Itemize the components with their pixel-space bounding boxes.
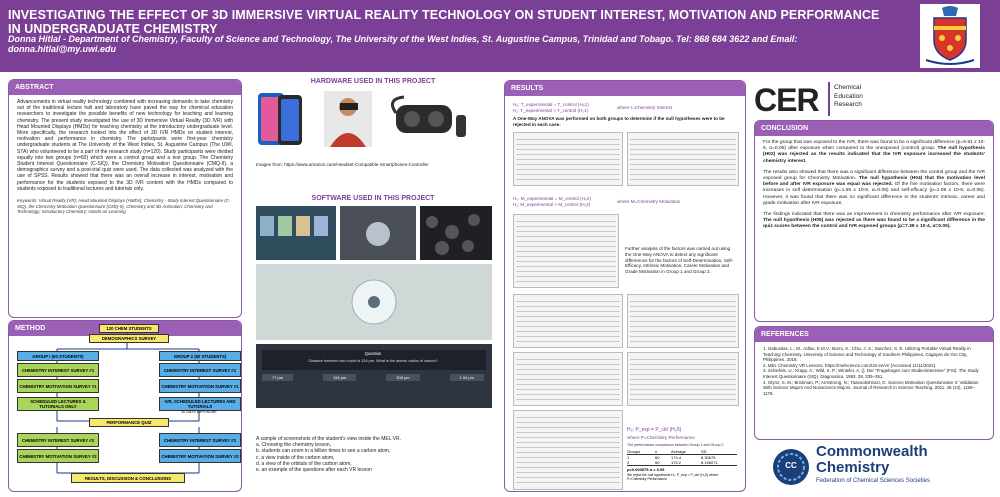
table-rule	[516, 359, 620, 360]
flow-exposure: 30 DAYS EXPOSURE	[181, 410, 217, 414]
table-rule	[630, 389, 736, 390]
references-panel	[754, 326, 994, 440]
hypothesis-1-note: where I=Chemistry Interest	[617, 105, 673, 110]
software-caption	[256, 436, 496, 473]
table-rule	[516, 159, 620, 160]
flow-interest1: CHEMISTRY INTEREST SURVEY #1	[17, 363, 99, 377]
perf-cell: 60	[655, 455, 660, 460]
factor-table-3	[513, 352, 623, 406]
method-heading: METHOD	[9, 321, 241, 336]
poster-title: INVESTIGATING THE EFFECT OF 3D IMMERSIVE VIRTUAL REALITY TECHNOLOGY ON STUDENT INTEREST, MOTIVATION AND PERFORMANCE IN UNDERGRADUATE CHEMISTRY	[8, 8, 880, 36]
hypothesis-1b: H₁: T_experimental > T_control (H₁1)	[513, 108, 589, 113]
flow-interest1b: CHEMISTRY INTEREST SURVEY #1	[159, 363, 241, 377]
perf-p-value: p=0.000579 α = 0.05	[627, 467, 665, 472]
affiliation: - Department of Chemistry, Faculty of Science and Technology, The University of the West Indies, St. Augustine Campus, Trinidad and Tobago. Tel: 868 684 3622 and Email: donna.hitlal@my.uwi.edu	[8, 34, 798, 54]
table-rule	[630, 306, 736, 307]
table-rule	[516, 422, 620, 423]
commonwealth-line2: Chemistry	[816, 459, 890, 476]
abstract-heading: ABSTRACT	[9, 80, 241, 95]
table-rule	[516, 326, 620, 327]
reference-item: 3. Schiefele, U.; Krapp, A.; Wild, K. P.; Winteler, A. (). Der "Fragebogen zum Studieninteresse" (FSI). The Study Interest Questionnaire (SIQ). Diagnostica. 1993. 39, 335–351.	[763, 368, 979, 379]
flow-ivr: IVR, SCHEDULED LECTURES AND TUTORIALS	[159, 397, 241, 411]
conclusion-bold: The null hypothesis (H02) was rejected as the results indicated that the IVR exposure increased the students' chemistry interest.	[763, 146, 986, 164]
vr-headset-icon	[392, 97, 466, 137]
interest-table-group1	[513, 132, 623, 186]
anova-note: A One-Way ANOVA was performed on both groups to determine if the null hypotheses were to be rejected in each case.	[513, 116, 725, 127]
perf-cell: 1	[627, 455, 630, 460]
conclusion-plain: For the group that was exposed to the IVR, there was found to be a significant difference (p=9.91 x 10-6, α=0.05) after exposure when compared to the unexposed (control) group.	[763, 140, 985, 152]
perf-header: n	[655, 449, 658, 454]
table-rule	[630, 326, 736, 327]
question-text: Distance between two nuclei is 154 pm. What is the atomic radius of carbon?	[308, 359, 438, 363]
vr-user-photo-icon	[324, 91, 372, 147]
factor-table-5	[513, 410, 623, 490]
table-rule	[516, 149, 620, 150]
hypothesis-2b: H₁: M_experimental > M_control (H₁2)	[513, 202, 591, 207]
table-rule	[630, 144, 736, 145]
table-rule	[630, 399, 736, 400]
interest-table-group2	[627, 132, 739, 186]
table-rule	[516, 221, 616, 222]
flow-quiz: PERFORMANCE QUIZ	[89, 418, 169, 427]
conclusion-panel	[754, 120, 994, 322]
table-row	[627, 460, 737, 466]
table-rule	[630, 316, 736, 317]
caption-item: b. students can zoom in a billion times to see a carbon atom,	[256, 448, 391, 455]
table-rule	[516, 457, 620, 458]
table-rule	[630, 149, 736, 150]
hardware-software-column	[248, 78, 498, 494]
conclusion-bold: The null hypothesis (H04) that the motivation level before and after IVR exposure was equal was rejected.	[763, 176, 985, 188]
table-rule	[516, 369, 620, 370]
author-line	[8, 34, 898, 54]
table-rule	[630, 379, 736, 380]
perf-header: SD	[701, 449, 707, 454]
caption-item: a. Choosing the chemistry lesson,	[256, 442, 332, 449]
caption-item: c. a view inside of the carbon atom,	[256, 454, 335, 461]
conclusion-paragraph	[763, 212, 985, 231]
cer-letters: CER	[754, 82, 819, 118]
reference-item: 4. Glynn, S. M.; Brickman, P.; Armstrong, N.; Taasoobshirazi, G. Science Motivation Questionnaire II: Validation With Science Majors And Nonscience Majors. Journal of Research in Science Teaching. 2011. 48 (10), 1159–1176.	[763, 379, 979, 396]
cer-logo	[754, 82, 874, 122]
table-rule	[516, 236, 616, 237]
perf-reject: We reject the null hypothesis H₀: P_exp = P_ctrl (H₀5) where P=Chemistry Performance	[627, 473, 719, 481]
table-rule	[516, 231, 616, 232]
table-rule	[516, 482, 620, 483]
perf-cell: 8.156071	[701, 460, 718, 465]
table-rule	[516, 472, 620, 473]
table-rule	[516, 452, 620, 453]
references-heading: REFERENCES	[755, 327, 993, 342]
flow-group2: GROUP 2 (60 STUDENTS)	[159, 351, 241, 361]
table-rule	[516, 462, 620, 463]
commonwealth-line3: Federation of Chemical Sciences Societies	[816, 478, 931, 484]
table-rule	[516, 477, 620, 478]
table-rule	[516, 447, 620, 448]
author-name: Donna Hitlal	[8, 34, 61, 44]
perf-cell: 2	[627, 460, 630, 465]
perf-cell: 60	[655, 460, 660, 465]
cer-text	[834, 84, 863, 110]
motivation-table	[513, 214, 619, 288]
table-rule	[516, 394, 620, 395]
hypothesis-1a: H₀: T_experimental = T_control (H₀1)	[513, 102, 589, 107]
table-rule	[630, 164, 736, 165]
table-rule	[516, 389, 620, 390]
table-rule	[630, 311, 736, 312]
flow-students: 120 CHEM STUDENTS	[99, 324, 159, 333]
table-rule	[516, 321, 620, 322]
table-rule	[516, 417, 620, 418]
table-rule	[630, 336, 736, 337]
table-rule	[516, 301, 620, 302]
hardware-source: Images from: https://www.amazon.com/Headset-Compatible-Smartphones-Controller	[256, 162, 429, 167]
table-rule	[516, 437, 620, 438]
table-rule	[630, 321, 736, 322]
hypothesis-2a: H₀: M_experimental = M_control (H₀2)	[513, 196, 591, 201]
keywords: Keywords: Virtual Reality (VR); Head Mounted Displays (HMDs); Chemistry - Study Interest Questionnaire (C-SIQ), the Chemistry Motivation Questionnaire (CMQ-II), Chemistry and 3D Animation; Chemistry and Technology; Introductory Chemistry; Hands-on Learning	[17, 198, 231, 215]
abstract-panel	[8, 79, 242, 318]
conclusion-plain: Of the five motivation factors, there were increases in self determination (p=1.55 x 10-6, α=0.05) and self-efficacy (p=1.08 x 10-6, α=0.05). However, it was found that there was no significant difference in the students' intrinsic, career and grade motivation after IVR exposure.	[763, 182, 985, 206]
table-rule	[516, 251, 616, 252]
caption-item: e. an example of the questions after each VR lesson	[256, 467, 372, 474]
table-rule	[630, 359, 736, 360]
smartphone-icon	[258, 93, 302, 145]
commonwealth-badge-text: CC	[785, 461, 797, 470]
perf-header: Groups	[627, 449, 641, 454]
table-rule	[516, 164, 620, 165]
conclusion-paragraph	[763, 140, 985, 165]
table-rule	[516, 154, 620, 155]
hardware-images	[256, 89, 488, 149]
factor-table-1	[513, 294, 623, 348]
table-rule	[516, 226, 616, 227]
commonwealth-line1: Commonwealth	[816, 443, 928, 460]
flow-interest2b: CHEMISTRY INTEREST SURVEY #2	[159, 433, 241, 447]
conclusion-heading: CONCLUSION	[755, 121, 993, 136]
hypothesis-2-note: where M=Chemistry Motivation	[617, 199, 681, 204]
table-rule	[516, 341, 620, 342]
table-rule	[516, 144, 620, 145]
cer-line: Research	[834, 101, 862, 108]
conclusion-plain: The results also showed that there was a significant difference between the control group and the IVR exposed group for Chemistry Motivation.	[763, 169, 985, 182]
table-rule	[516, 374, 620, 375]
table-rule	[630, 384, 736, 385]
factor-table-2	[627, 294, 739, 348]
table-rule	[516, 364, 620, 365]
conclusion-plain: The findings indicated that there was an improvement in chemistry performance after IVR exposure.	[763, 212, 985, 218]
reference-item: 1. Gabunilas, L.; M., Adlao, E.M.V.; Burro, K.; Chiu, J. S.; Sanchez, S. E. Utilizing Portable Virtual Reality in Teaching Chemistry. University of Science and Technology of Southern Philippines, Cagayan de Oro City, Philippines. 2018.	[763, 346, 971, 363]
table-rule	[516, 266, 616, 267]
software-heading: SOFTWARE USED IN THIS PROJECT	[311, 195, 435, 202]
cer-line: Education	[834, 92, 863, 100]
abstract-text: Advancements in virtual reality technology combined with increasing demands to take chemistry out of the traditional lecture hall and laboratory have paved the way for chemical education researchers to investigate the possible benefits of new technology for teaching and learning chemistry. The present study investigated the use of 3D Immersive Virtual Reality (3D IVR) with Head Mounted Displays (HMDs) for teaching chemistry at the introductory undergraduate level. More specifically, the research looked into the effect of 3D IVR HMDs on student interest, motivation and performance in chemistry. The participants were first-year chemistry undergraduate students at The University of the West Indies, St. Augustine Campus (The UWI, STA) who volunteered to be a part of the research study (n=120). Study participants were divided equally into two groups (n=60) which were a control group and a test group. The Chemistry Student Interest Questionnaire (C-SIQ), the Chemistry Motivation Questionnaire (CMQ-II), a demographics survey and a post-trial quiz were used. The data collected was analyzed with the use of SPSS. Results showed that there was an overall increase in interest, motivation and performance for the students exposed to the 3D IVR content with the HMDs compared to students exposed to traditional lectures and tutorials only.	[17, 99, 233, 192]
table-rule	[630, 364, 736, 365]
caption-item: d. a view of the orbitals of the carbon atom,	[256, 460, 352, 467]
flow-interest2: CHEMISTRY INTEREST SURVEY #2	[17, 433, 99, 447]
flow-demographics: DEMOGRAPHICS SURVEY	[89, 334, 169, 343]
flow-group1: GROUP I (60 STUDENTS)	[17, 351, 99, 361]
table-rule	[516, 442, 620, 443]
table-rule	[516, 432, 620, 433]
cer-line: Chemical	[834, 84, 862, 91]
table-rule	[516, 467, 620, 468]
answer-option: 308 pm	[386, 374, 419, 381]
perf-cell: 8.30675	[701, 455, 716, 460]
commonwealth-logo	[772, 442, 992, 494]
table-rule	[516, 179, 620, 180]
table-rule	[630, 154, 736, 155]
performance-table	[627, 449, 737, 481]
table-rule	[630, 159, 736, 160]
flow-motivation2b: CHEMISTRY MOTIVATION SURVEY #2	[159, 449, 241, 463]
hypothesis-3-note: where P=Chemistry Performance	[627, 435, 695, 440]
results-body	[505, 96, 745, 491]
table-rule	[516, 281, 616, 282]
answer-option: 77 pm	[262, 374, 293, 381]
poster-header	[0, 0, 1000, 72]
reference-item: 2. MEL Chemistry VR Lessons. https://melscience.com/US-en/vr/ (Accessed 11/11/2022).	[763, 362, 937, 368]
flow-lectures: SCHEDULED LECTURES & TUTORIALS ONLY	[17, 397, 99, 411]
caption-intro: A sample of screenshots of the student's view inside the MEL VR.	[256, 436, 402, 442]
results-heading: RESULTS	[505, 81, 745, 96]
table-rule	[516, 271, 616, 272]
performance-title: The performance comparison between Group 1 and Group 2	[627, 443, 724, 447]
table-rule	[516, 139, 620, 140]
table-rule	[516, 261, 616, 262]
table-rule	[630, 179, 736, 180]
further-analysis: Further analysis of the factors was carried out using the One-Way ANOVA to detect any significant differences for the factors of Self-Determination, Self-Efficacy, Intrinsic Motivation, Career Motivation and Grade Motivation in Group 1 and Group 2.	[625, 246, 734, 275]
university-crest-icon	[920, 4, 980, 68]
table-rule	[630, 139, 736, 140]
answer-options	[262, 374, 484, 381]
table-rule	[516, 276, 616, 277]
table-rule	[516, 384, 620, 385]
table-rule	[630, 174, 736, 175]
table-rule	[630, 341, 736, 342]
table-rule	[516, 427, 620, 428]
flow-results: RESULTS, DISCUSSION & CONCLUSIONS	[71, 473, 185, 483]
method-panel	[8, 320, 242, 492]
conclusion-paragraph	[763, 170, 985, 207]
conclusion-bold: The null hypothesis (H05) was rejected as there was found to be a significant difference in the quiz scores between the control and IVR exposed groups (p=7.39 x 10-4, α=0.05).	[763, 218, 985, 230]
table-rule	[630, 394, 736, 395]
table-rule	[516, 311, 620, 312]
table-rule	[630, 369, 736, 370]
table-rule	[630, 301, 736, 302]
table-rule	[516, 246, 616, 247]
flow-motivation1: CHEMISTRY MOTIVATION SURVEY #1	[17, 379, 99, 393]
perf-header: Average	[671, 449, 686, 454]
table-rule	[516, 256, 616, 257]
table-rule	[630, 331, 736, 332]
answer-option: 154 pm	[323, 374, 356, 381]
cer-divider	[828, 82, 830, 116]
flow-motivation1b: CHEMISTRY MOTIVATION SURVEY #1	[159, 379, 241, 393]
answer-option: 1.54 pm	[450, 374, 484, 381]
flow-motivation2: CHEMISTRY MOTIVATION SURVEY #2	[17, 449, 99, 463]
conclusion-text	[755, 136, 993, 240]
table-rule	[516, 241, 616, 242]
table-rule	[516, 379, 620, 380]
table-rule	[516, 336, 620, 337]
hypothesis-3a: H₀: P_exp = P_ctrl (H₀5)	[627, 427, 682, 433]
question-label: Question	[318, 350, 428, 358]
perf-cell: 174.4	[671, 455, 682, 460]
references-list	[755, 342, 993, 400]
table-rule	[516, 169, 620, 170]
perf-cell: 175.2	[671, 460, 682, 465]
table-rule	[516, 316, 620, 317]
table-rule	[516, 331, 620, 332]
table-rule	[630, 374, 736, 375]
table-rule	[516, 174, 620, 175]
table-rule	[630, 169, 736, 170]
factor-table-4	[627, 352, 739, 406]
hardware-heading: HARDWARE USED IN THIS PROJECT	[310, 78, 436, 85]
table-rule	[516, 306, 620, 307]
table-rule	[516, 399, 620, 400]
results-panel	[504, 80, 746, 492]
